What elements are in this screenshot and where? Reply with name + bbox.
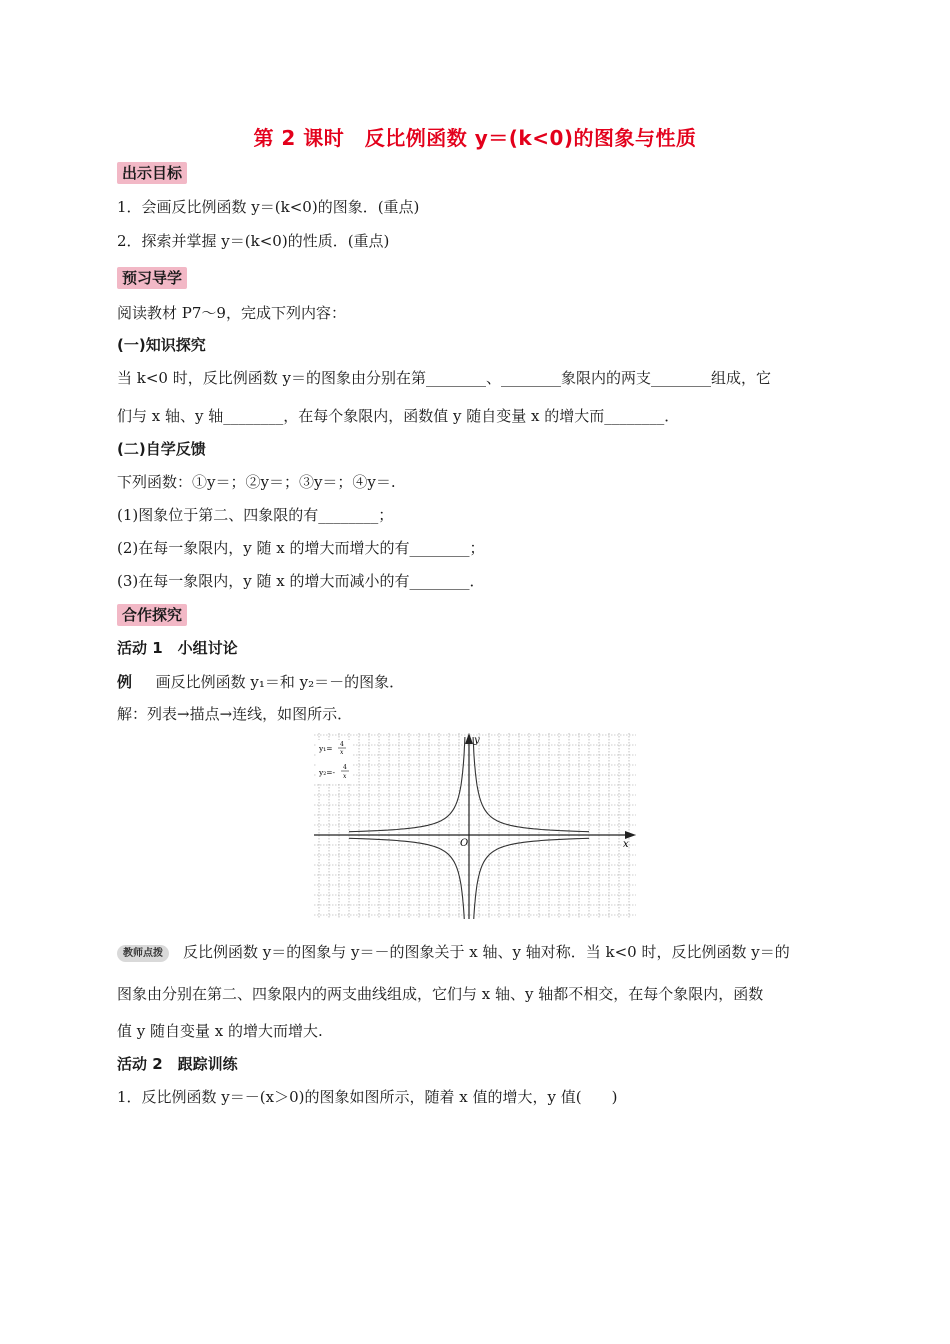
- example-label: 例: [117, 673, 133, 691]
- y-axis-arrow: [465, 733, 473, 744]
- legend-y2-num: 4: [343, 764, 347, 771]
- example-text: 画反比例函数 y₁＝和 y₂＝－的图象．: [155, 673, 405, 691]
- feedback-title: (二)自学反馈: [117, 440, 206, 458]
- y-axis-label: y: [474, 735, 480, 746]
- page-title: 第 2 课时 反比例函数 y＝(k<0)的图象与性质: [253, 126, 697, 150]
- teacher-tip-badge: 教师点拨: [117, 945, 169, 962]
- feedback-q3: (3)在每一象限内，y 随 x 的增大而减小的有________．: [117, 572, 485, 590]
- legend-y1-den: x: [340, 749, 344, 756]
- activity1-title: 活动 1 小组讨论: [117, 639, 238, 657]
- solution-line: 解：列表→描点→连线，如图所示．: [117, 705, 353, 723]
- goal-1: 1．会画反比例函数 y＝(k<0)的图象．(重点): [117, 198, 420, 216]
- knowledge-title: (一)知识探究: [117, 336, 206, 354]
- knowledge-line-2: 们与 x 轴、y 轴________，在每个象限内，函数值 y 随自变量 x 的增大而________．: [117, 407, 680, 425]
- hyperbola-graph: [314, 733, 636, 919]
- legend-y1-num: 4: [340, 741, 344, 748]
- section-badge-preview: 预习导学: [117, 267, 187, 289]
- legend-y2-den: x: [343, 773, 347, 780]
- legend-y2: y₂=-: [319, 768, 336, 777]
- example-line: [117, 671, 404, 693]
- curve-y1-quadrant-1: [473, 737, 589, 832]
- curve-y2-quadrant-2: [349, 737, 465, 832]
- feedback-intro: 下列函数：①y＝；②y＝；③y＝；④y＝.: [117, 473, 396, 491]
- feedback-q1: (1)图象位于第二、四象限的有________；: [117, 506, 394, 524]
- curve-y1-quadrant-3: [349, 838, 465, 919]
- feedback-q2: (2)在每一象限内，y 随 x 的增大而增大的有________；: [117, 539, 485, 557]
- legend-y1: y₁=: [319, 744, 333, 753]
- x-axis-arrow: [625, 831, 636, 839]
- x-axis-label: x: [623, 839, 629, 850]
- teacher-tip-line-3: 值 y 随自变量 x 的增大而增大.: [117, 1022, 323, 1040]
- section-badge-goals: 出示目标: [117, 162, 187, 184]
- origin-label: O: [460, 838, 469, 849]
- goal-2: 2．探索并掌握 y＝(k<0)的性质．(重点): [117, 232, 390, 250]
- activity2-title: 活动 2 跟踪训练: [117, 1055, 238, 1073]
- teacher-tip-line-2: 图象由分别在第二、四象限内的两支曲线组成，它们与 x 轴、y 轴都不相交，在每个象限内，函数: [117, 985, 764, 1003]
- activity2-q1: 1．反比例函数 y＝－(x＞0)的图象如图所示，随着 x 值的增大，y 值( ): [117, 1088, 618, 1106]
- section-badge-coop: 合作探究: [117, 604, 187, 626]
- preview-intro: 阅读教材 P7～9，完成下列内容：: [117, 304, 346, 322]
- teacher-tip-line-1: [117, 941, 790, 963]
- graph-grid: [314, 733, 636, 919]
- knowledge-line-1: 当 k<0 时，反比例函数 y＝的图象由分别在第________、________象限内的两支________组成，它: [117, 369, 771, 387]
- curve-y2-quadrant-4: [473, 838, 589, 919]
- teacher-tip-text-1: 反比例函数 y＝的图象与 y＝－的图象关于 x 轴、y 轴对称．当 k<0 时，反比例函数 y＝的: [183, 943, 790, 961]
